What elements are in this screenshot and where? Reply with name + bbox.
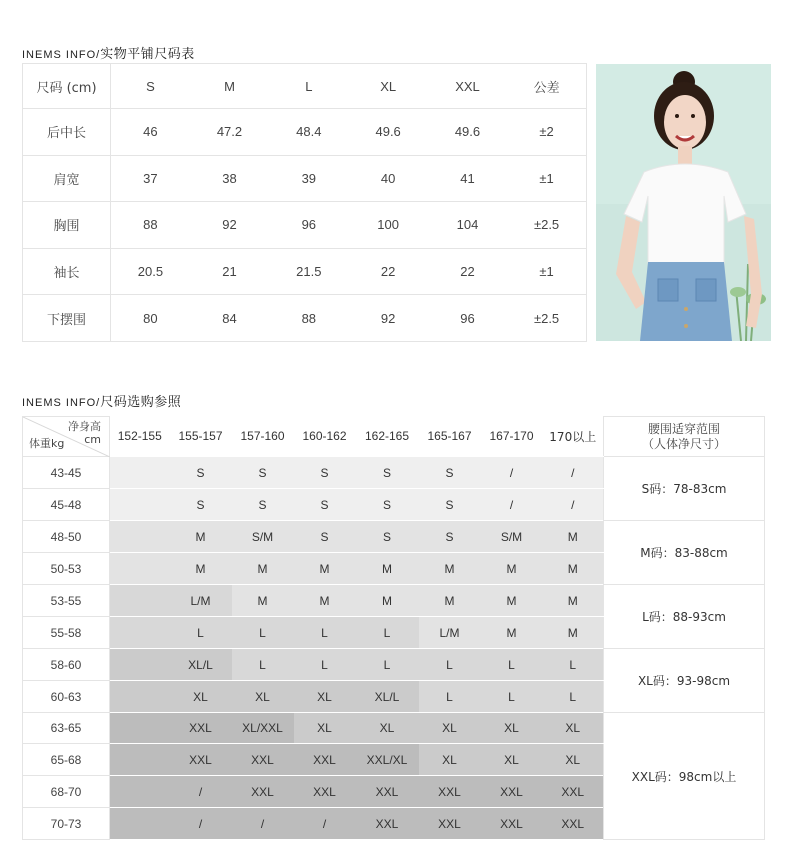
size-cell: XL [294,713,356,744]
corner-cell [23,417,110,457]
size-cell: XXL [170,713,232,744]
size-cell: S [232,457,294,489]
weight-label: 68-70 [23,776,110,808]
size-cell: XXL [232,776,294,808]
size-cell: XL [419,713,481,744]
flat-size-table [22,63,587,342]
size-cell: XL [356,713,419,744]
header-cell: L [269,64,348,109]
size-cell: XL [294,681,356,713]
table-cell: 92 [348,295,427,342]
height-header: 160-162 [294,417,356,457]
header-cell: S [111,64,190,109]
table-row [23,295,587,342]
size-cell: XL/XXL [232,713,294,744]
size-cell: / [481,457,543,489]
blank-cell [110,521,170,553]
size-cell: S [419,521,481,553]
size-cell: S [419,457,481,489]
weight-label: 43-45 [23,457,110,489]
size-cell: XXL [294,776,356,808]
size-cell: L [232,617,294,649]
table-cell: 96 [269,202,348,249]
size-cell: S [170,457,232,489]
table-header-row [23,64,587,109]
height-header: 170以上 [543,417,604,457]
table-cell: 84 [190,295,269,342]
size-cell: XXL [481,808,543,840]
title-cn: 尺码选购参照 [100,395,182,410]
table-cell: 21.5 [269,248,348,295]
table-cell: 88 [111,202,190,249]
size-cell: S [294,521,356,553]
size-cell: XXL [419,808,481,840]
table-cell: 104 [428,202,507,249]
blank-cell [110,808,170,840]
weight-label: 48-50 [23,521,110,553]
weight-label: 体重kg [29,437,65,450]
table-row [23,457,765,489]
table-row [23,649,765,681]
size-cell: S [356,457,419,489]
size-cell: / [481,489,543,521]
table-cell: ±2.5 [507,295,586,342]
blank-cell [110,585,170,617]
size-cell: M [543,521,604,553]
table-cell: 80 [111,295,190,342]
size-cell: XXL [170,744,232,776]
blank-cell [110,553,170,585]
height-unit: cm [84,433,101,446]
reference-table-title [22,391,181,410]
size-cell: XL/L [356,681,419,713]
waist-header-line2: （人体净尺寸） [641,436,726,451]
waist-header [604,417,765,457]
height-header-row [23,417,765,457]
table-row [23,109,587,156]
diagonal-divider [23,417,110,457]
table-cell: 47.2 [190,109,269,156]
size-cell: M [419,553,481,585]
row-label: 胸围 [23,202,111,249]
height-header: 165-167 [419,417,481,457]
size-cell: M [356,585,419,617]
size-reference-table [22,416,765,840]
weight-label: 65-68 [23,744,110,776]
size-cell: M [419,585,481,617]
table-cell: 92 [190,202,269,249]
blank-cell [110,617,170,649]
size-cell: / [232,808,294,840]
height-header: 157-160 [232,417,294,457]
size-cell: XL [543,713,604,744]
size-cell: / [543,457,604,489]
size-cell: S [419,489,481,521]
size-cell: M [543,553,604,585]
size-cell: L [356,617,419,649]
header-cell: XXL [428,64,507,109]
table-cell: 39 [269,155,348,202]
weight-label: 45-48 [23,489,110,521]
size-cell: XXL [543,776,604,808]
table-row [23,713,765,744]
header-cell: XL [348,64,427,109]
height-header: 155-157 [170,417,232,457]
size-cell: XL [481,713,543,744]
table-cell: 100 [348,202,427,249]
waist-range: XL码：93-98cm [604,649,765,713]
blank-cell [110,489,170,521]
size-cell: S/M [481,521,543,553]
size-cell: M [481,553,543,585]
table-cell: 49.6 [348,109,427,156]
size-cell: XXL [419,776,481,808]
weight-label: 55-58 [23,617,110,649]
size-cell: M [356,553,419,585]
row-label: 下摆围 [23,295,111,342]
size-cell: S [170,489,232,521]
title-en: INEMS INFO/ [22,49,101,61]
size-cell: / [170,808,232,840]
height-header: 162-165 [356,417,419,457]
table-cell: 41 [428,155,507,202]
blank-cell [110,457,170,489]
size-cell: M [481,617,543,649]
size-cell: XXL [356,808,419,840]
size-cell: M [170,553,232,585]
waist-range: XXL码：98cm以上 [604,713,765,840]
size-cell: L [481,681,543,713]
waist-range: L码：88-93cm [604,585,765,649]
title-cn: 实物平铺尺码表 [100,47,195,62]
size-cell: XL [170,681,232,713]
waist-header-line1: 腰围适穿范围 [647,421,720,436]
size-cell: L [419,649,481,681]
size-cell: L [170,617,232,649]
height-header: 167-170 [481,417,543,457]
table-cell: 88 [269,295,348,342]
blank-cell [110,681,170,713]
table-cell: 40 [348,155,427,202]
size-cell: L/M [170,585,232,617]
table-cell: 48.4 [269,109,348,156]
size-cell: L [481,649,543,681]
size-cell: L [232,649,294,681]
size-cell: L [543,649,604,681]
height-header: 152-155 [110,417,170,457]
reference-table-body [23,457,765,840]
waist-range: S码：78-83cm [604,457,765,521]
size-cell: S [294,457,356,489]
table-row [23,202,587,249]
table-row [23,521,765,553]
size-cell: M [543,617,604,649]
size-cell: L [419,681,481,713]
weight-label: 58-60 [23,649,110,681]
size-cell: M [232,585,294,617]
blank-cell [110,649,170,681]
size-cell: S [294,489,356,521]
size-cell: L [294,617,356,649]
size-cell: XL [419,744,481,776]
size-cell: L/M [419,617,481,649]
size-cell: XL/L [170,649,232,681]
table-cell: 20.5 [111,248,190,295]
table-row [23,248,587,295]
size-cell: M [543,585,604,617]
table-cell: ±1 [507,155,586,202]
table-cell: ±2 [507,109,586,156]
row-label: 袖长 [23,248,111,295]
row-label: 后中长 [23,109,111,156]
waist-range: M码：83-88cm [604,521,765,585]
table-cell: 96 [428,295,507,342]
table-cell: ±1 [507,248,586,295]
model-photo [596,64,771,341]
size-cell: XXL [356,776,419,808]
table-cell: 38 [190,155,269,202]
header-cell: 尺码 (cm) [23,64,111,109]
size-cell: XL [543,744,604,776]
weight-label: 50-53 [23,553,110,585]
header-cell: 公差 [507,64,586,109]
size-cell: L [294,649,356,681]
table-cell: 21 [190,248,269,295]
weight-label: 63-65 [23,713,110,744]
title-en: INEMS INFO/ [22,397,101,409]
size-cell: XXL [294,744,356,776]
header-cell: M [190,64,269,109]
blank-cell [110,713,170,744]
size-cell: S [356,521,419,553]
table-cell: 22 [428,248,507,295]
size-cell: S/M [232,521,294,553]
height-label: 净身高 [68,420,101,433]
row-label: 肩宽 [23,155,111,202]
size-cell: L [356,649,419,681]
weight-label: 60-63 [23,681,110,713]
size-cell: XL [232,681,294,713]
size-cell: L [543,681,604,713]
size-cell: / [543,489,604,521]
size-cell: XXL/XL [356,744,419,776]
size-cell: S [232,489,294,521]
size-cell: / [294,808,356,840]
size-cell: M [170,521,232,553]
size-cell: / [170,776,232,808]
weight-label: 70-73 [23,808,110,840]
table-cell: 22 [348,248,427,295]
size-cell: M [481,585,543,617]
size-cell: M [232,553,294,585]
table-row [23,155,587,202]
size-cell: XXL [543,808,604,840]
blank-cell [110,744,170,776]
blank-cell [110,776,170,808]
size-table-title [22,43,195,62]
size-cell: XXL [232,744,294,776]
size-cell: XL [481,744,543,776]
model-illustration [596,64,771,341]
table-cell: 49.6 [428,109,507,156]
table-cell: 46 [111,109,190,156]
size-cell: M [294,585,356,617]
size-cell: XXL [481,776,543,808]
table-cell: 37 [111,155,190,202]
table-row [23,585,765,617]
size-cell: S [356,489,419,521]
table-cell: ±2.5 [507,202,586,249]
weight-label: 53-55 [23,585,110,617]
size-cell: M [294,553,356,585]
